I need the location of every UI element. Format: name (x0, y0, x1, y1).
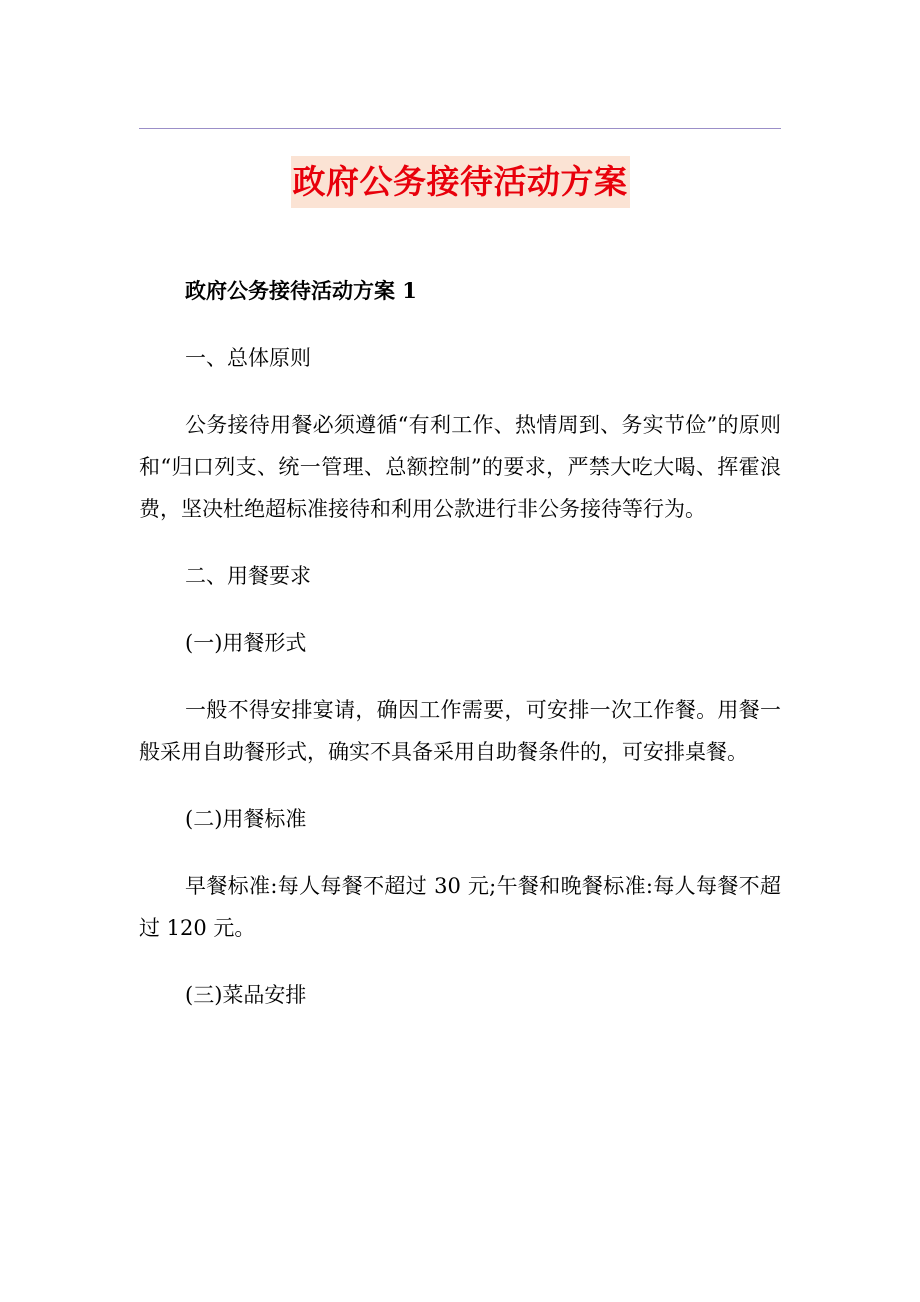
paragraph-principles-text: 公务接待用餐必须遵循“有利工作、热情周到、务实节俭”的原则和“归口列支、统一管理、总额控制”的要求，严禁大吃大喝、挥霍浪费，坚决杜绝超标准接待和利用公款进行非公务接待等行为。 (139, 413, 781, 521)
document-title: 政府公务接待活动方案 (291, 156, 630, 208)
heading-dining-requirements: 二、用餐要求 (185, 564, 311, 588)
heading-general-principles: 一、总体原则 (185, 346, 311, 370)
header-divider (139, 128, 781, 129)
section-title: 政府公务接待活动方案 1 (185, 278, 417, 303)
paragraph-dining-form-text: 一般不得安排宴请，确因工作需要，可安排一次工作餐。用餐一般采用自助餐形式，确实不具备采用自助餐条件的，可安排桌餐。 (139, 698, 781, 764)
title-container (0, 156, 920, 208)
subheading-menu-arrangement: (三)菜品安排 (185, 983, 307, 1007)
subheading-dining-form: (一)用餐形式 (185, 631, 307, 655)
document-body (139, 270, 781, 1016)
paragraph-dining-standard-text: 早餐标准:每人每餐不超过 30 元;午餐和晚餐标准:每人每餐不超过 120 元。 (139, 874, 781, 940)
subheading-dining-standard: (二)用餐标准 (185, 807, 307, 831)
